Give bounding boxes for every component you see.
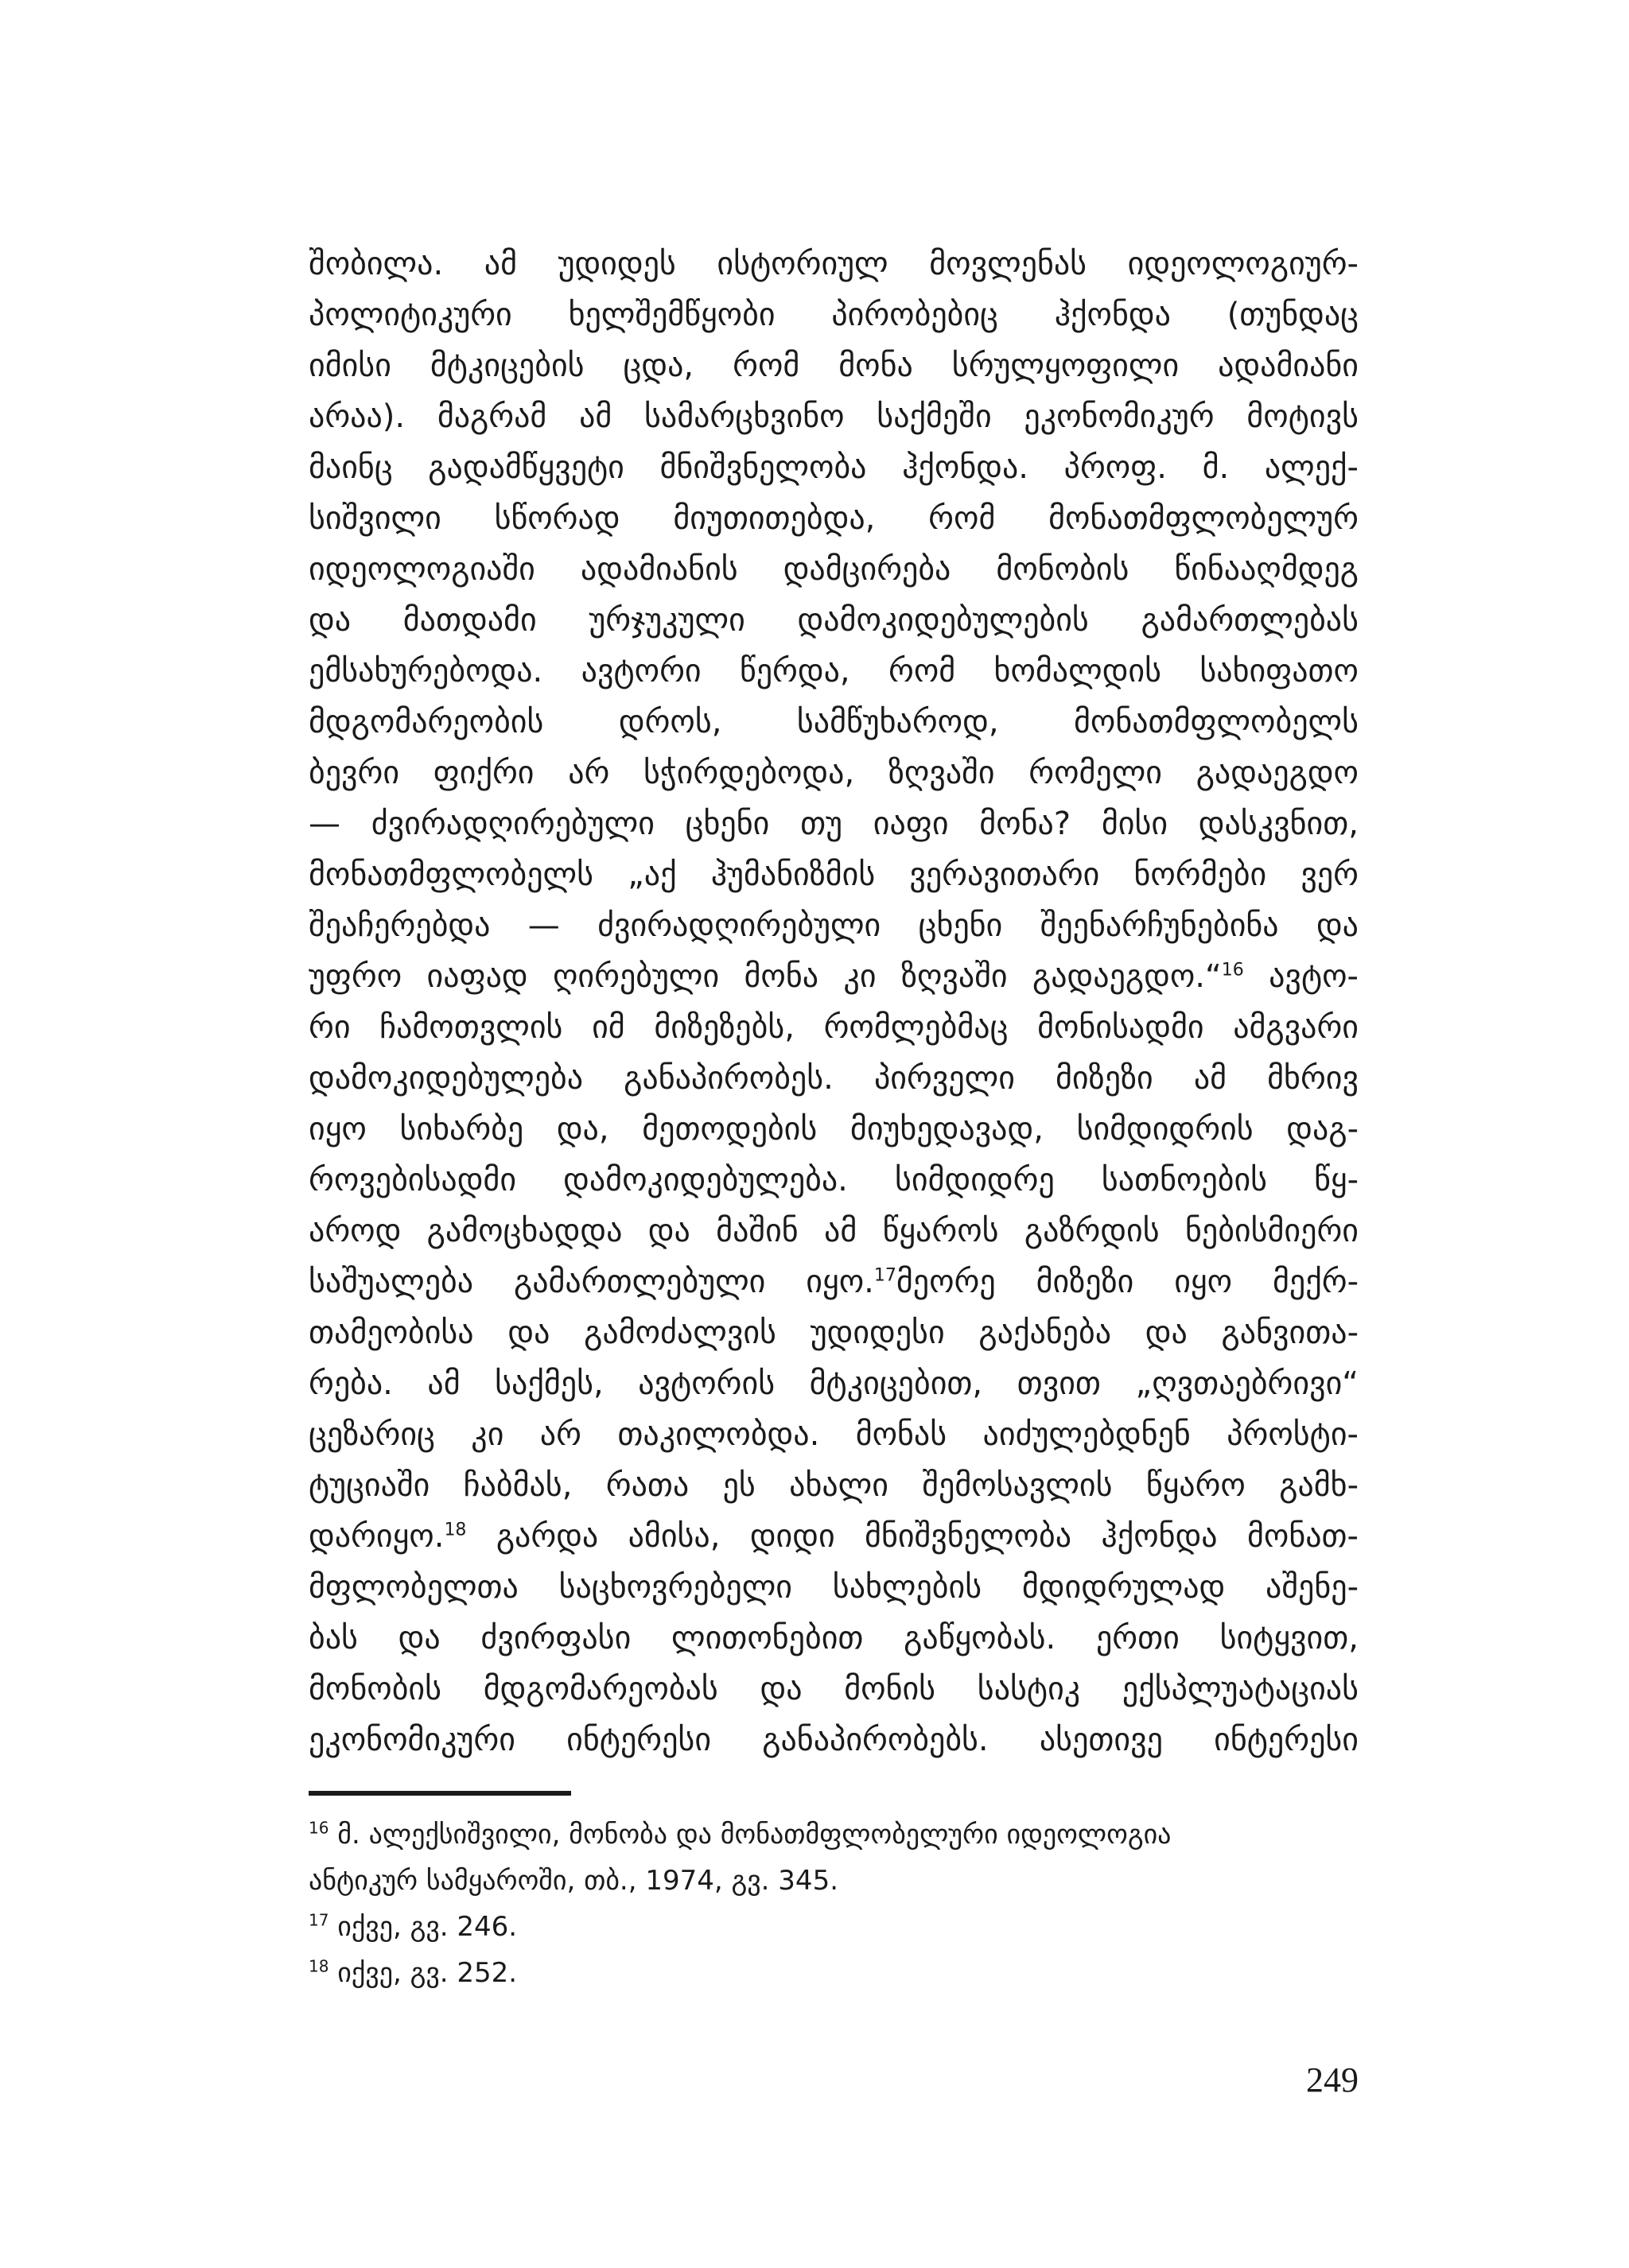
- body-line-text: გარდა ამისა, დიდი მნიშვნელობა ჰქონდა მონათ-: [466, 1518, 1359, 1555]
- body-line: [309, 1256, 1359, 1307]
- body-line: თამეობისა და გამოძალვის უდიდესი გაქანება და განვითა-: [309, 1315, 1359, 1351]
- footnote-number: 18: [309, 1956, 329, 1976]
- footnote: [309, 1950, 1359, 1996]
- body-line: [309, 951, 1359, 1002]
- body-line: და მათდამი ურჯუკული დამოკიდებულების გამართლებას: [309, 602, 1359, 639]
- body-line: როვებისადმი დამოკიდებულება. სიმდიდრე სათნოების წყ-: [309, 1162, 1359, 1198]
- body-line: ტუციაში ჩაბმას, რათა ეს ახალი შემოსავლის წყარო გამხ-: [309, 1467, 1359, 1504]
- body-line: დამოკიდებულება განაპირობეს. პირველი მიზეზი ამ მხრივ: [309, 1060, 1359, 1097]
- body-line: იდეოლოგიაში ადამიანის დამცირება მონობის წინააღმდეგ: [309, 551, 1359, 588]
- body-line: ეკონომიკური ინტერესი განაპირობებს. ასეთივე ინტერესი: [309, 1722, 1359, 1758]
- footnote-number: 16: [309, 1818, 329, 1838]
- footnote-text: იქვე, გვ. 246.: [329, 1911, 518, 1943]
- footnote: [309, 1812, 1359, 1858]
- footnote-reference[interactable]: 18: [444, 1520, 467, 1540]
- body-line: შეაჩერებდა — ძვირადღირებული ცხენი შეენარჩუნებინა და: [309, 907, 1359, 944]
- body-line: იმისი მტკიცების ცდა, რომ მონა სრულყოფილი ადამიანი: [309, 348, 1359, 384]
- page-number: 249: [1306, 2060, 1359, 2099]
- footnote-number: 17: [309, 1910, 329, 1930]
- body-line-text: მეორე მიზეზი იყო მექრ-: [896, 1264, 1359, 1300]
- footnote: [309, 1904, 1359, 1950]
- body-line: მფლობელთა საცხოვრებელი სახლების მდიდრულად აშენე-: [309, 1569, 1359, 1606]
- body-line: მდგომარეობის დროს, სამწუხაროდ, მონათმფლობელს: [309, 704, 1359, 740]
- body-line: [309, 1511, 1359, 1562]
- body-line-text: საშუალება გამართლებული იყო.: [309, 1264, 874, 1300]
- footnotes: [309, 1812, 1359, 1996]
- body-line: ბას და ძვირფასი ლითონებით გაწყობას. ერთი სიტყვით,: [309, 1620, 1359, 1656]
- body-line: რება. ამ საქმეს, ავტორის მტკიცებით, თვით „ღვთაებრივი“: [309, 1365, 1359, 1402]
- body-line: რი ჩამოთვლის იმ მიზეზებს, რომლებმაც მონისადმი ამგვარი: [309, 1009, 1359, 1046]
- body-line-text: დარიყო.: [309, 1518, 445, 1555]
- body-line: შობილა. ამ უდიდეს ისტორიულ მოვლენას იდეოლოგიურ-: [309, 246, 1359, 282]
- body-line: ემსახურებოდა. ავტორი წერდა, რომ ხომალდის სახიფათო: [309, 653, 1359, 689]
- body-line: მაინც გადამწყვეტი მნიშვნელობა ჰქონდა. პროფ. მ. ალექ-: [309, 449, 1359, 486]
- footnote-reference[interactable]: 16: [1221, 960, 1244, 981]
- body-text: [309, 239, 1359, 1765]
- footnote: [309, 1858, 1359, 1904]
- body-line-text: უფრო იაფად ღირებული მონა კი ზღვაში გადაეგდო.“: [309, 958, 1222, 995]
- footnote-text: ანტიკურ სამყაროში, თბ., 1974, გვ. 345.: [309, 1865, 839, 1897]
- body-line: — ძვირადღირებული ცხენი თუ იაფი მონა? მისი დასკვნით,: [309, 806, 1359, 842]
- body-line: ცეზარიც კი არ თაკილობდა. მონას აიძულებდნენ პროსტი-: [309, 1416, 1359, 1453]
- body-line: პოლიტიკური ხელშემწყობი პირობებიც ჰქონდა (თუნდაც: [309, 297, 1359, 333]
- body-line-text: ავტო-: [1243, 958, 1359, 995]
- footnote-text: მ. ალექსიშვილი, მონობა და მონათმფლობელური იდეოლოგია: [329, 1819, 1172, 1851]
- body-line: არაა). მაგრამ ამ სამარცხვინო საქმეში ეკონომიკურ მოტივს: [309, 398, 1359, 435]
- body-line: სიშვილი სწორად მიუთითებდა, რომ მონათმფლობელურ: [309, 500, 1359, 537]
- body-line: მონობის მდგომარეობას და მონის სასტიკ ექსპლუატაციას: [309, 1671, 1359, 1707]
- footnote-text: იქვე, გვ. 252.: [329, 1957, 518, 1989]
- body-line: ბევრი ფიქრი არ სჭირდებოდა, ზღვაში რომელი გადაეგდო: [309, 755, 1359, 791]
- body-line: იყო სიხარბე და, მეთოდების მიუხედავად, სიმდიდრის დაგ-: [309, 1111, 1359, 1148]
- body-line: აროდ გამოცხადდა და მაშინ ამ წყაროს გაზრდის ნებისმიერი: [309, 1213, 1359, 1249]
- body-line: მონათმფლობელს „აქ ჰუმანიზმის ვერავითარი ნორმები ვერ: [309, 856, 1359, 893]
- footnote-separator: [309, 1791, 571, 1796]
- footnote-reference[interactable]: 17: [873, 1265, 896, 1286]
